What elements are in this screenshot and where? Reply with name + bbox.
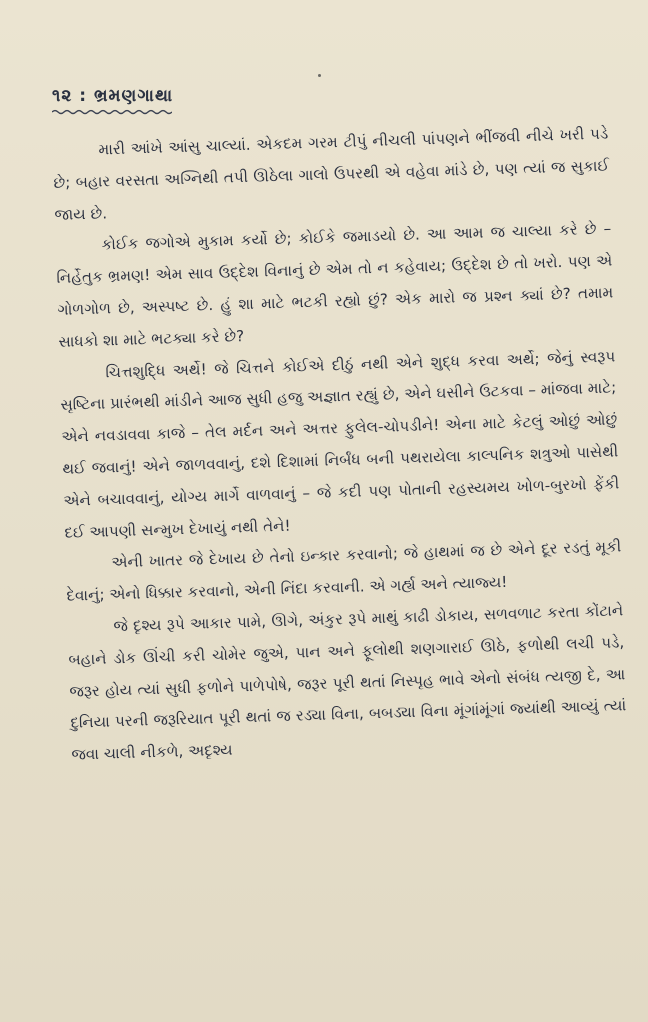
paragraph: જે દૃશ્ય રૂપે આકાર પામે, ઊગે, અંકુર રૂપે માથું કાઢી ડોકાય, સળવળાટ કરતા કોંટાને બહાને ડોક ઊંચી કરી ચોમેર જુએ, પાન અને ફૂલોથી શણગારાઈ ઊઠે, ફળોથી લચી પડે, જરૂર હોય ત્યાં સુધી ફળોને પાળેપોષે, જરૂર પૂરી થતાં નિસ્પૃહ ભાવે એનો સંબંધ ત્યજી દે, આ દુનિયા પરની જરૂરિયાત પૂરી થતાં જ રડ્યા વિના, બબડ્યા વિના મૂંગાંમૂંગાં જ્યાંથી આવ્યું ત્યાં જવા ચાલી નીકળે, અદૃશ્ય [68, 601, 627, 764]
paragraph: કોઈક જગોએ મુકામ કર્યો છે; કોઈકે જમાડયો છે. આ આમ જ ચાલ્યા કરે છે – નિર્હેતુક ભ્રમણ! એમ સાવ ઉદ્દેશ વિનાનું છે એમ તો ન કહેવાય; ઉદ્દેશ છે તો ખરો. પણ એ ગોળગોળ છે, અસ્પષ્ટ છે. હું શા માટે ભટકી રહ્યો છું? એક મારો જ પ્રશ્ન ક્યાં છે? તમામ સાધકો શા માટે ભટક્યા કરે છે? [56, 219, 614, 351]
paragraph: મારી આંખે આંસુ ચાલ્યાં. એકદમ ગરમ ટીપું નીચલી પાંપણને ભીંજવી નીચે ખરી પડે છે; બહાર વરસતા અગ્નિથી તપી ઊઠેલા ગાલો ઉપરથી એ વહેવા માંડે છે, પણ ત્યાં જ સુકાઈ જાય છે. [53, 124, 610, 224]
paragraph: એની ખાતર જે દેખાય છે તેનો ઇન્કાર કરવાનો; જે હાથમાં જ છે એને દૂર રડતું મૂકી દેવાનું; એનો ધિક્કાર કરવાનો, એની નિંદા કરવાની. એ ગર્હ્ય અને ત્યાજ્ય! [66, 537, 622, 605]
running-header [52, 86, 608, 116]
print-speck [318, 74, 321, 77]
page-header-title: ૧૨ : ભ્રમણગાથા [52, 86, 174, 106]
wavy-underline [52, 108, 172, 116]
paragraph: ચિત્તશુદ્ધિ અર્થે! જે ચિત્તને કોઈએ દીઠું નથી એને શુદ્ધ કરવા અર્થે; જેનું સ્વરૂપ સૃષ્ટિના પ્રારંભથી માંડીને આજ સુધી હજુ અજ્ઞાત રહ્યું છે, એને ઘસીને ઉટકવા – માંજવા માટે; એને નવડાવવા કાજે – તેલ મર્દન અને અત્તર ફુલેલ-ચોપડીને! એના માટે કેટલું ઓછું ઓછું થઈ જવાનું! એને જાળવવાનું, દશે દિશામાં નિર્બંધ બની પથરાયેલા કાલ્પનિક શત્રુઓ પાસેથી એને બચાવવાનું, યોગ્ય માર્ગે વાળવાનું – જે કદી પણ પોતાની રહસ્યમય ખોળ-બુરખો ફેંકી દઈ આપણી સન્મુખ દેખાયું નથી તેને! [60, 347, 620, 542]
body-text [52, 119, 628, 772]
